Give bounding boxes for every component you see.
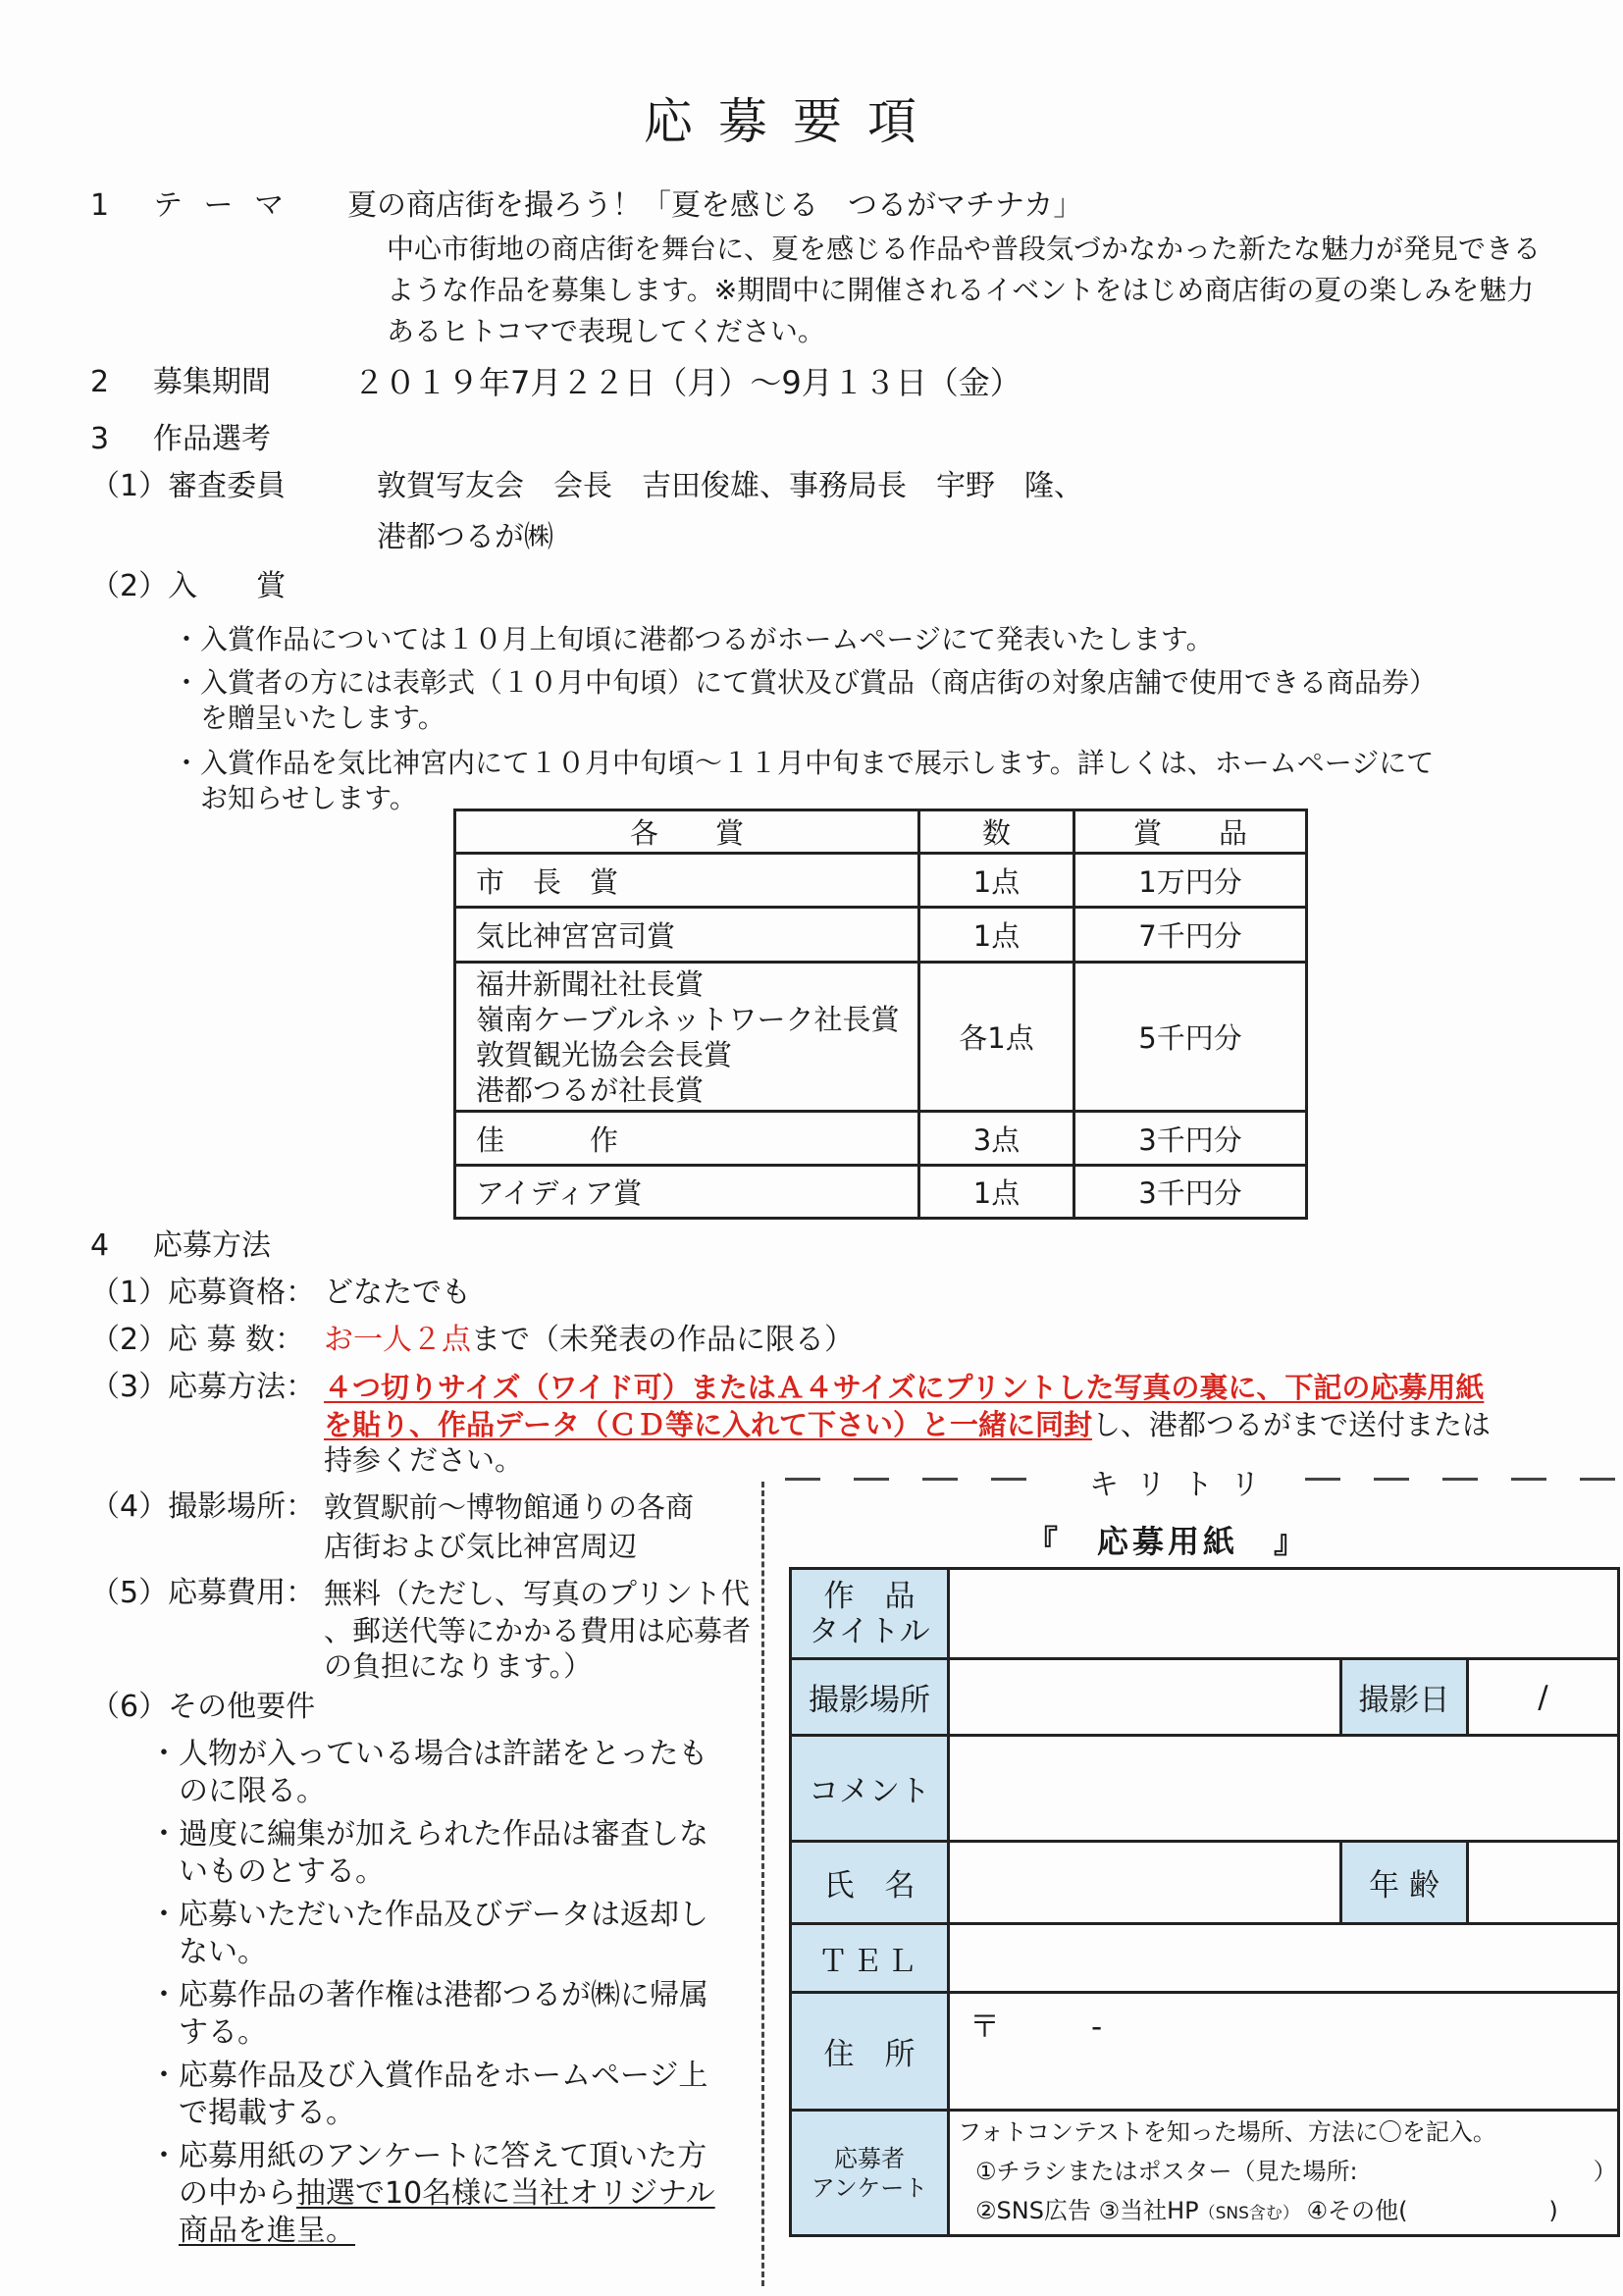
age-field-label: 年 齢 xyxy=(1340,1842,1468,1924)
entry-count-highlight: お一人２点 xyxy=(324,1323,471,1357)
section2-label: 募集期間 xyxy=(153,365,271,399)
section1-number: 1 xyxy=(90,188,110,223)
prize-value: 1万円分 xyxy=(1074,854,1307,908)
survey-label-line: アンケート xyxy=(811,2173,928,2202)
tel-field[interactable] xyxy=(949,1924,1619,1993)
award-bullet: お知らせします。 xyxy=(173,782,417,814)
date-slash: / xyxy=(1538,1679,1548,1715)
work-title-label-line: タイトル xyxy=(809,1613,930,1649)
section4-number: 4 xyxy=(90,1228,110,1263)
section4-label: 応募方法 xyxy=(153,1228,271,1263)
other-item-line: のに限る。 xyxy=(149,1774,326,1808)
table-row xyxy=(455,1112,1307,1166)
address-field[interactable] xyxy=(949,1993,1619,2111)
survey-option: ①チラシまたはポスター（見た場所: ） xyxy=(975,2158,1617,2185)
method-highlight: を貼り、作品データ（ＣＤ等に入れて下さい）と一緒に同封 xyxy=(324,1408,1093,1441)
form-row xyxy=(791,1659,1619,1736)
survey-option-row xyxy=(958,2191,1617,2233)
other-item-text: の中から xyxy=(149,2176,296,2211)
lottery-text: 抽選で10名様に当社オリジナル xyxy=(296,2176,715,2211)
award-bullet: ・入賞者の方には表彰式（１０月中旬頃）にて賞状及び賞品（商店街の対象店舗で使用できる商品券） xyxy=(173,666,1438,699)
prize-count: 各1点 xyxy=(919,963,1074,1112)
other-item-line xyxy=(149,2174,715,2214)
table-header-row xyxy=(455,810,1307,854)
fee-line: 、郵送代等にかかる費用は応募者 xyxy=(324,1614,752,1647)
prize-value: 7千円分 xyxy=(1074,908,1307,963)
prize-count: 1点 xyxy=(919,854,1074,908)
work-title-label xyxy=(791,1569,949,1659)
other-item-line: ・過度に編集が加えられた作品は審査しな xyxy=(149,1817,708,1852)
form-row xyxy=(791,2111,1619,2236)
prize-name-line: 敦賀観光協会会長賞 xyxy=(476,1037,733,1071)
survey-option: ②SNS広告 ③当社HP xyxy=(975,2197,1199,2224)
work-title-field[interactable] xyxy=(949,1569,1619,1659)
prize-count: 1点 xyxy=(919,908,1074,963)
location-field[interactable] xyxy=(949,1659,1341,1736)
form-row xyxy=(791,1993,1619,2111)
cut-line-dash xyxy=(922,1478,958,1481)
tel-field-label: ＴＥＬ xyxy=(791,1924,949,1993)
other-item-line: する。 xyxy=(149,2015,267,2050)
survey-label xyxy=(791,2111,949,2236)
other-item-line: で掲載する。 xyxy=(149,2096,355,2130)
prize-value: 3千円分 xyxy=(1074,1112,1307,1166)
location-field-label: 撮影場所 xyxy=(791,1659,949,1736)
other-item-line: ・応募いただいた作品及びデータは返却し xyxy=(149,1898,708,1932)
method-line: ４つ切りサイズ（ワイド可）またはＡ４サイズにプリントした写真の裏に、下記の応募用紙 xyxy=(324,1371,1485,1404)
section3-label: 作品選考 xyxy=(153,422,271,456)
prize-name-multi xyxy=(455,963,919,1112)
award-bullet: ・入賞作品については１０月上旬頃に港都つるがホームページにて発表いたします。 xyxy=(173,623,1214,655)
address-field-label: 住 所 xyxy=(791,1993,949,2111)
lottery-text: 商品を進呈。 xyxy=(179,2214,355,2248)
location-line: 敦賀駅前～博物館通りの各商 xyxy=(324,1490,695,1524)
name-field-label: 氏 名 xyxy=(791,1842,949,1924)
section1-desc-line: あるヒトコマで表現してください。 xyxy=(387,315,825,347)
method-label: （3）応募方法： xyxy=(90,1370,316,1404)
postal-mark: 〒 - xyxy=(969,2009,1103,2045)
fee-label: （5）応募費用： xyxy=(90,1576,316,1610)
judges-line: 港都つるが㈱ xyxy=(377,520,553,554)
prize-name-line: 港都つるが社長賞 xyxy=(476,1072,705,1107)
cut-line-dash xyxy=(854,1478,889,1481)
fee-line: 無料（ただし、写真のプリント代 xyxy=(324,1577,750,1610)
cut-line-dash xyxy=(1511,1478,1546,1481)
form-row xyxy=(791,1924,1619,1993)
eligibility-value: どなたでも xyxy=(324,1276,471,1310)
cut-line-dash xyxy=(785,1478,820,1481)
other-item-line: いものとする。 xyxy=(149,1854,385,1889)
prize-name: アイディア賞 xyxy=(455,1166,919,1219)
work-title-label-line: 作 品 xyxy=(823,1578,916,1614)
award-label: （2）入 賞 xyxy=(90,569,287,603)
location-label: （4）撮影場所： xyxy=(90,1489,316,1524)
form-row xyxy=(791,1569,1619,1659)
prize-value: 5千円分 xyxy=(1074,963,1307,1112)
cut-line-dash xyxy=(1374,1478,1409,1481)
section3-number: 3 xyxy=(90,422,110,456)
prize-count: 1点 xyxy=(919,1166,1074,1219)
table-row xyxy=(455,908,1307,963)
cut-label: キリトリ xyxy=(1089,1468,1278,1502)
other-item-line: ・人物が入っている場合は許諾をとったも xyxy=(149,1737,708,1771)
entry-count-rest: まで（未発表の作品に限る） xyxy=(471,1323,854,1357)
judges-line: 敦賀写友会 会長 吉田俊雄、事務局長 宇野 隆、 xyxy=(377,469,1083,503)
section2-number: 2 xyxy=(90,365,110,399)
date-field[interactable] xyxy=(1468,1659,1618,1736)
other-label: （6）その他要件 xyxy=(90,1690,316,1724)
form-row xyxy=(791,1736,1619,1842)
comment-field-label: コメント xyxy=(791,1736,949,1842)
section1-label: テ ー マ xyxy=(153,188,290,223)
survey-label-line: 応募者 xyxy=(834,2144,905,2172)
name-field[interactable] xyxy=(949,1842,1341,1924)
form-title: 『 応募用紙 』 xyxy=(1026,1523,1310,1560)
other-item-line: ・応募作品の著作権は港都つるが㈱に帰属 xyxy=(149,1978,708,2012)
prize-table xyxy=(453,809,1308,1220)
cut-line-dash xyxy=(1580,1478,1615,1481)
cut-line-dash xyxy=(1305,1478,1340,1481)
other-item-line: ・応募用紙のアンケートに答えて頂いた方 xyxy=(149,2139,707,2173)
prize-name: 佳 作 xyxy=(455,1112,919,1166)
section2-period: ２０１９年7月２２日（月）～9月１３日（金） xyxy=(353,364,1021,401)
page-title: 応募要項 xyxy=(644,93,942,150)
table-header-cell: 各 賞 xyxy=(455,810,919,854)
section1-desc-line: 中心市街地の商店街を舞台に、夏を感じる作品や普段気づかなかった新たな魅力が発見できる xyxy=(387,233,1542,265)
entry-count-label: （2）応 募 数： xyxy=(90,1323,305,1357)
eligibility-label: （1）応募資格： xyxy=(90,1276,316,1310)
entry-count-value xyxy=(324,1321,854,1360)
table-row xyxy=(455,963,1307,1112)
other-item-line: ・応募作品及び入賞作品をホームページ上 xyxy=(149,2059,708,2093)
prize-name-line: 嶺南ケーブルネットワーク社長賞 xyxy=(476,1002,900,1036)
cut-line-dash xyxy=(991,1478,1026,1481)
other-item-line xyxy=(149,2212,355,2251)
date-field-label: 撮影日 xyxy=(1340,1659,1468,1736)
cut-line-vertical xyxy=(761,1482,764,2286)
judges-label: （1）審査委員 xyxy=(90,469,287,503)
survey-field[interactable] xyxy=(949,2111,1619,2236)
location-line: 店街および気比神宮周辺 xyxy=(324,1530,638,1563)
prize-name-line: 福井新聞社社長賞 xyxy=(476,966,705,1001)
fee-line: の負担になります。） xyxy=(324,1649,593,1683)
other-item-line: ない。 xyxy=(149,1935,267,1969)
table-row xyxy=(455,1166,1307,1219)
survey-question: フォトコンテストを知った場所、方法に〇を記入。 xyxy=(958,2118,1496,2146)
prize-name: 市 長 賞 xyxy=(455,854,919,908)
method-rest: し、港都つるがまで送付または xyxy=(1092,1408,1492,1441)
prize-value: 3千円分 xyxy=(1074,1166,1307,1219)
prize-name: 気比神宮宮司賞 xyxy=(455,908,919,963)
award-bullet: を贈呈いたします。 xyxy=(173,702,445,734)
section1-theme: 夏の商店街を撮ろう！「夏を感じる つるがマチナカ」 xyxy=(347,188,1083,223)
survey-option-note: （SNS含む） xyxy=(1198,2204,1299,2223)
age-field[interactable] xyxy=(1468,1842,1618,1924)
section1-desc-line: ような作品を募集します。※期間中に開催されるイベントをはじめ商店街の夏の楽しみを魅力 xyxy=(387,274,1535,306)
method-line: 持参ください。 xyxy=(324,1443,524,1477)
award-bullet: ・入賞作品を気比神宮内にて１０月中旬頃～１１月中旬まで展示します。詳しくは、ホームページにて xyxy=(173,747,1435,779)
prize-count: 3点 xyxy=(919,1112,1074,1166)
survey-option: ④その他( ) xyxy=(1298,2197,1558,2224)
table-header-cell: 賞 品 xyxy=(1074,810,1307,854)
entry-form xyxy=(789,1567,1620,2237)
table-row xyxy=(455,854,1307,908)
cut-line-dash xyxy=(1442,1478,1478,1481)
comment-field[interactable] xyxy=(949,1736,1619,1842)
method-line xyxy=(324,1405,1491,1444)
form-row xyxy=(791,1842,1619,1924)
table-header-cell: 数 xyxy=(919,810,1074,854)
